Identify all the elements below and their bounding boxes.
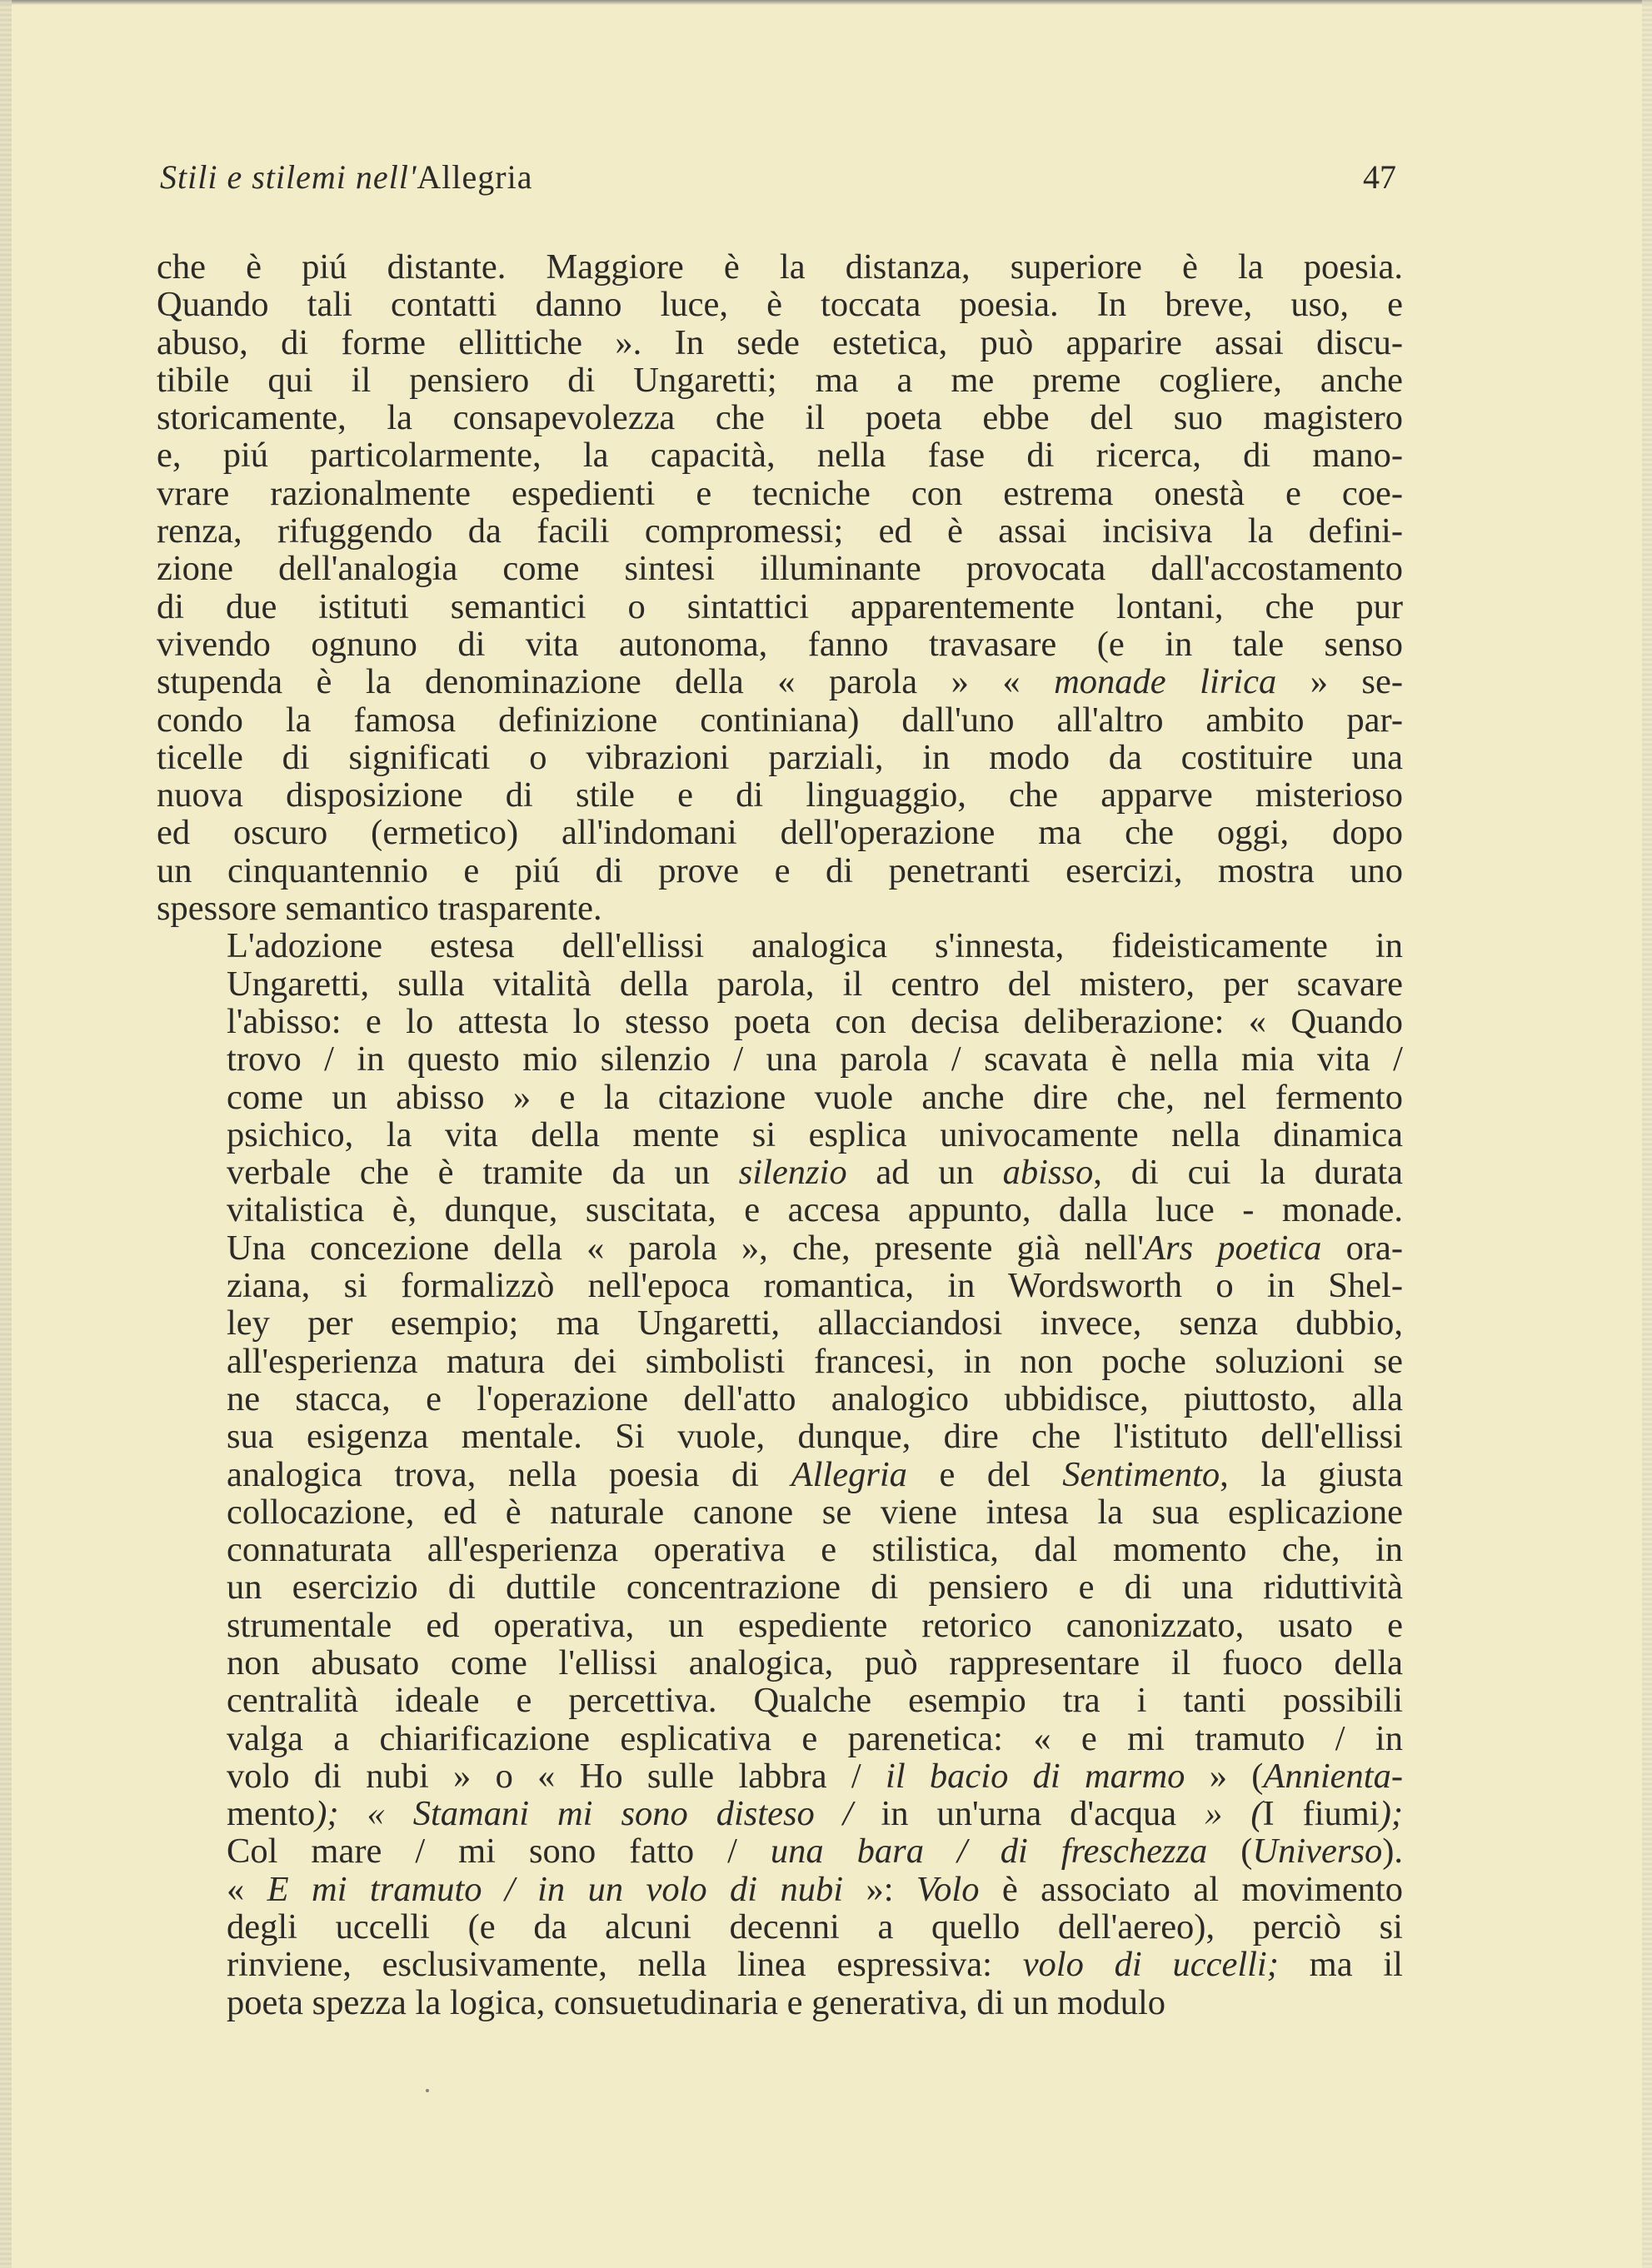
- text-line: [157, 512, 1403, 550]
- text-span: ley per esempio; ma Ungaretti, allacciandosi invece, senza dubbio,: [227, 1303, 1403, 1343]
- text-line: [157, 1304, 1403, 1342]
- text-line: [157, 475, 1403, 512]
- text-span: analogica trova, nella poesia di: [227, 1454, 791, 1494]
- body-text: [157, 248, 1403, 2021]
- text-line: [157, 1154, 1403, 1191]
- text-span: all'esperienza matura dei simbolisti francesi, in non poche soluzioni se: [227, 1341, 1403, 1381]
- text-span: che è piú distante. Maggiore è la distanza, superiore è la poesia.: [157, 247, 1403, 287]
- text-span: poeta spezza la logica, consuetudinaria e generativa, di un modulo: [227, 1982, 1165, 2022]
- text-span: in un'urna d'acqua: [881, 1794, 1177, 1834]
- text-line: [157, 1757, 1403, 1795]
- text-span: ed oscuro (ermetico) all'indomani dell'operazione ma che oggi, dopo: [157, 813, 1403, 853]
- text-span: Quando tali contatti danno luce, è toccata poesia. In breve, uso, e: [157, 285, 1403, 325]
- text-span: nuova disposizione di stile e di linguaggio, che apparve misterioso: [157, 775, 1403, 815]
- italic-span: );: [1379, 1794, 1403, 1834]
- text-line: [157, 1380, 1403, 1418]
- text-line: [157, 399, 1403, 436]
- text-span: un esercizio di duttile concentrazione di pensiero e di una riduttività: [227, 1568, 1403, 1608]
- text-line: [157, 1644, 1403, 1682]
- text-line: [157, 701, 1403, 739]
- text-line: [157, 1682, 1403, 1719]
- text-line: [157, 1343, 1403, 1380]
- text-span: »:: [843, 1869, 916, 1909]
- text-line: [157, 1795, 1403, 1832]
- text-line: [157, 626, 1403, 663]
- text-line: [157, 248, 1403, 286]
- text-line: [157, 663, 1403, 700]
- text-line: [157, 550, 1403, 587]
- text-span: trovo / in questo mio silenzio / una parola / scavata è nella mia vita /: [227, 1039, 1403, 1079]
- italic-span: abisso: [1002, 1153, 1094, 1193]
- text-line: [157, 1946, 1403, 1983]
- text-line: [157, 436, 1403, 474]
- text-span: » (: [1185, 1756, 1264, 1796]
- text-span: e del: [906, 1454, 1063, 1494]
- text-span: «: [227, 1869, 267, 1909]
- text-span: psichico, la vita della mente si esplica univocamente nella dinamica: [227, 1114, 1403, 1154]
- text-span: ma il: [1278, 1945, 1403, 1985]
- text-span: spessore semantico trasparente.: [157, 889, 602, 929]
- paragraph-2: [157, 927, 1403, 2021]
- text-span: , la giusta: [1220, 1454, 1403, 1494]
- page-top-edge: [0, 0, 1652, 5]
- text-span: e, piú particolarmente, la capacità, nella fase di ricerca, di mano-: [157, 436, 1403, 476]
- text-span: vitalistica è, dunque, suscitata, e accesa appunto, dalla luce - monade.: [227, 1190, 1403, 1230]
- text-span: come un abisso » e la citazione vuole anche dire che, nel fermento: [227, 1077, 1403, 1117]
- italic-span: Annienta-: [1263, 1756, 1403, 1796]
- text-span: degli uccelli (e da alcuni decenni a quello dell'aereo), perciò si: [227, 1907, 1403, 1947]
- text-span: storicamente, la consapevolezza che il poeta ebbe del suo magistero: [157, 398, 1403, 438]
- italic-span: Ars poetica: [1144, 1228, 1322, 1268]
- paragraph-1: [157, 248, 1403, 927]
- text-span: strumentale ed operativa, un espediente retorico canonizzato, usato e: [227, 1605, 1403, 1645]
- text-span: ticelle di significati o vibrazioni parziali, in modo da costituire una: [157, 737, 1403, 777]
- text-line: [157, 1116, 1403, 1154]
- text-line: [157, 1456, 1403, 1493]
- text-line: [157, 1908, 1403, 1946]
- text-line: [157, 927, 1403, 965]
- text-span: tibile qui il pensiero di Ungaretti; ma a me preme cogliere, anche: [157, 360, 1403, 400]
- text-span: abuso, di forme ellittiche ». In sede estetica, può apparire assai discu-: [157, 322, 1403, 362]
- text-span: ora-: [1321, 1228, 1404, 1268]
- text-span: di due istituti semantici o sintattici apparentemente lontani, che pur: [157, 586, 1403, 626]
- running-head-title: [160, 157, 532, 198]
- text-line: [157, 1079, 1403, 1116]
- page-left-edge: [0, 0, 12, 2268]
- italic-span: il bacio di marmo: [886, 1756, 1185, 1796]
- text-span: connaturata all'esperienza operativa e stilistica, dal momento che, in: [227, 1530, 1403, 1570]
- page-number: 47: [1363, 158, 1396, 196]
- italic-span: ); « Stamani mi sono disteso /: [315, 1794, 881, 1834]
- italic-span: silenzio: [738, 1153, 847, 1193]
- text-span: zione dell'analogia come sintesi illuminante provocata dall'accostamento: [157, 549, 1403, 589]
- italic-span: Sentimento: [1062, 1454, 1220, 1494]
- italic-span: Allegria: [791, 1454, 907, 1494]
- text-span: ne stacca, e l'operazione dell'atto analogico ubbidisce, piuttosto, alla: [227, 1378, 1403, 1418]
- italic-span: » (: [1176, 1794, 1263, 1834]
- text-line: [157, 1720, 1403, 1757]
- text-span: condo la famosa definizione continiana) dall'uno all'altro ambito par-: [157, 700, 1403, 740]
- text-span: stupenda è la denominazione della « parola » «: [157, 662, 1055, 702]
- text-line: [157, 361, 1403, 399]
- text-span: non abusato come l'ellissi analogica, può rappresentare il fuoco della: [227, 1642, 1403, 1682]
- text-span: vrare razionalmente espedienti e tecniche con estrema onestà e coe-: [157, 473, 1403, 513]
- text-line: [157, 1493, 1403, 1531]
- text-span: , di cui la durata: [1093, 1153, 1403, 1193]
- text-span: I fiumi: [1262, 1794, 1380, 1834]
- text-span: l'abisso: e lo attesta lo stesso poeta con decisa deliberazione: « Quando: [227, 1001, 1403, 1041]
- text-span: (: [1207, 1832, 1253, 1872]
- italic-span: Universo: [1252, 1832, 1383, 1872]
- text-span: Ungaretti, sulla vitalità della parola, il centro del mistero, per scavare: [227, 964, 1403, 1004]
- text-line: [157, 1040, 1403, 1078]
- text-line: [157, 1832, 1403, 1870]
- text-span: Col mare / mi sono fatto /: [227, 1832, 771, 1872]
- text-line: [157, 588, 1403, 626]
- text-span: sua esigenza mentale. Si vuole, dunque, dire che l'istituto dell'ellissi: [227, 1417, 1403, 1457]
- text-line: [157, 1984, 1403, 2021]
- text-line: [157, 852, 1403, 890]
- running-head: [160, 157, 1403, 198]
- text-span: renza, rifuggendo da facili compromessi; ed è assai incisiva la defini-: [157, 511, 1403, 551]
- text-span: mento: [227, 1794, 316, 1834]
- text-span: ).: [1382, 1832, 1404, 1872]
- text-span: un cinquantennio e piú di prove e di penetranti esercizi, mostra uno: [157, 850, 1403, 890]
- text-span: verbale che è tramite da un: [227, 1153, 739, 1193]
- italic-span: monade lirica: [1054, 662, 1277, 702]
- text-line: [157, 324, 1403, 361]
- text-line: [157, 739, 1403, 776]
- running-head-title-roman: Allegria: [417, 158, 533, 196]
- text-span: rinviene, esclusivamente, nella linea espressiva:: [227, 1945, 1023, 1985]
- text-span: ad un: [846, 1153, 1003, 1193]
- italic-span: volo di uccelli;: [1022, 1945, 1279, 1985]
- page-right-edge: [1642, 0, 1652, 2268]
- text-line: [157, 814, 1403, 851]
- text-span: valga a chiarificazione esplicativa e parenetica: « e mi tramuto / in: [227, 1718, 1403, 1758]
- text-line: [157, 1191, 1403, 1229]
- text-line: [157, 1267, 1403, 1304]
- italic-span: una bara / di freschezza: [770, 1832, 1208, 1872]
- text-span: » se-: [1276, 662, 1403, 702]
- italic-span: Volo: [916, 1869, 980, 1909]
- text-span: L'adozione estesa dell'ellissi analogica s'innesta, fideisticamente in: [227, 926, 1403, 966]
- text-line: [157, 890, 1403, 927]
- text-line: [157, 1568, 1403, 1606]
- text-line: [157, 1418, 1403, 1455]
- text-span: centralità ideale e percettiva. Qualche esempio tra i tanti possibili: [227, 1681, 1403, 1721]
- text-span: è associato al movimento: [979, 1869, 1403, 1909]
- text-line: [157, 1229, 1403, 1267]
- paper-speck: [426, 2089, 429, 2092]
- text-line: [157, 965, 1403, 1003]
- running-head-title-italic: Stili e stilemi nell': [160, 158, 417, 196]
- text-span: Una concezione della « parola », che, presente già nell': [227, 1228, 1145, 1268]
- text-line: [157, 1607, 1403, 1644]
- italic-span: E mi tramuto / in un volo di nubi: [267, 1869, 844, 1909]
- text-span: volo di nubi » o « Ho sulle labbra /: [227, 1756, 886, 1796]
- text-span: vivendo ognuno di vita autonoma, fanno travasare (e in tale senso: [157, 624, 1403, 664]
- text-span: ziana, si formalizzò nell'epoca romantica, in Wordsworth o in Shel-: [227, 1266, 1403, 1306]
- text-line: [157, 1871, 1403, 1908]
- text-span: collocazione, ed è naturale canone se viene intesa la sua esplicazione: [227, 1492, 1403, 1532]
- text-line: [157, 1531, 1403, 1568]
- text-line: [157, 286, 1403, 323]
- text-line: [157, 1003, 1403, 1040]
- text-line: [157, 776, 1403, 814]
